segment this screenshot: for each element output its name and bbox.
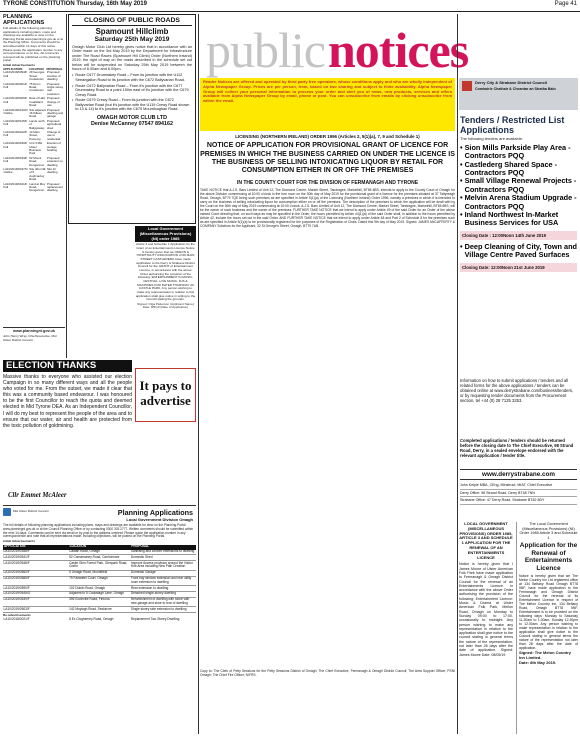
tender-contact-line: Strabane Office: 47 Derry Road, Strabane BT82 8DY — [460, 497, 577, 505]
bullet-icon: • — [72, 98, 74, 103]
table-cell: Single storey side extension to dwelling — [130, 606, 187, 611]
event-date: Saturday 25th May 2019 — [94, 36, 170, 43]
liquor-licence-title: NOTICE OF APPLICATION FOR PROVISIONAL GRANT OF LICENCE FOR PREMISES IN WHICH THE BUSINESS CARRIED ON UNDER THE LICENCE IS THE BUSINESS OF SELLING INTOXICATING LIQUOR BY RETAIL FOR CONSUMPTION EITHER IN OR OFF THE PREMISES — [200, 142, 455, 175]
divider — [3, 505, 196, 506]
column-divider — [457, 14, 458, 734]
table-cell: LA10/2019/0503/F — [3, 606, 30, 611]
route-text: Route C672 Ballyvarlan Road – From it's junction with the C677 Drumnakey Road to a point 150m east of it's junction with the C679 Crewy Road. — [75, 83, 189, 97]
table-cell: LA10/2019/0422/F Full — [3, 129, 28, 138]
tender-contact-line: John Kelpie MBA, CEng, MInstruct, MIAT, Chief Executive — [460, 482, 577, 490]
table-cell: LA10/2019/0433/F Full — [3, 155, 28, 164]
event-name: Spamount Hillclimb — [95, 27, 169, 36]
council-logo-icon — [462, 81, 472, 91]
licence-signed: Signed: Olga Patterson (Applicant Name) Date: 8/5/19 (Date of Application) — [137, 301, 194, 310]
masthead-notices: notices — [327, 22, 469, 78]
table-cell: Erection of storage building — [46, 141, 61, 152]
table-cell: LA10/2018/0021/F — [3, 617, 30, 622]
bullet-icon: • — [72, 83, 74, 88]
council-readvert-heading: Re-advertisements — [3, 613, 31, 618]
table-cell: 5 Omagh Road, Mountfield — [69, 570, 108, 575]
table-cell: Refurbishment of dwelling with stone with new garage and store to rear of dwelling — [130, 597, 190, 606]
renewal-body: Notice is hereby given that I James Moore of Ulster American Folk Park have made application to Fermanagh & Omagh District Council for the renewal of an Entertainments Licence in accordance with the above Order authorising the provision of the following: Entertainment Licence: Music & Drama at Ulster American Folk Park, Mellon Road, Omagh on Monday to Sunday 09:00 to 17:00, occasionally to midnight. Any person wishing to make any representation in relation to the application shall give notice to the council stating in general terms the nature of the representation, not later than 28 days after the date of application. Signed: James Moore Date: 08/05/19 — [459, 562, 513, 657]
table-row — [3, 97, 65, 108]
col-location: LOCATION — [69, 544, 87, 549]
header-rule — [0, 11, 580, 12]
table-row — [3, 130, 65, 141]
table-row — [3, 618, 196, 623]
derry-strabane-link[interactable]: www.derrystrabane.com — [460, 469, 577, 480]
page-number: Page 41 — [554, 1, 577, 7]
bullet-icon: • — [460, 159, 463, 169]
table-cell: Land at Moy Road, Dungannon — [29, 181, 46, 193]
table-row — [3, 142, 65, 157]
table-cell: 62 Mount Road, Dungannon — [29, 155, 45, 167]
table-cell: Proposed single storey rear extension — [46, 81, 64, 96]
councillor-signature: Cllr Emmet McAleer — [8, 492, 67, 499]
licence-body: Article 3 and Schedule 1 Application for the Grant of an Entertainments Licence Notice is hereby given that we ODEON & HOSPITALITY ASSOCIATION of 69 MAIN STREET CASTLEDERG have made application to the Derry & Strabane District Council for the GRANT of Entertainment Licence, in accordance with the above Order authorising the provision of the following: ENTERTAINMENT IN MUSIC, FESTIVAL, LIVE MUSIC, DJS & MACHINES FOR DATED THURSDAY 26 CASTLE PARK, Any person wishing to make any representation in relation to this application shall give notice in writing to the Council stating the grounds. — [135, 242, 196, 302]
planning-applications-notice — [3, 14, 65, 326]
entertainment-licence-notice — [135, 226, 196, 365]
table-cell: Improve Access provision around the Visitor Hub Area including New Path Creation — [130, 560, 193, 569]
table-cell: Cadian Road, Omagh — [69, 549, 100, 554]
road-closure-title: CLOSING OF PUBLIC ROADS — [72, 17, 192, 26]
table-cell: 75 Fairwater Court, Omagh — [69, 576, 108, 581]
tender-item-label: Castlederg Shared Space - Contractors PQQ — [464, 159, 558, 177]
liquor-licence-copy: Copy to: The Clerk of Petty Sessions for the Petty Sessions District of Omagh; The Chief Executive, Fermanagh & Omagh District Council; The Area Support Officer, PSNI Omagh; The Chief Fire Officer, NIFRS. — [200, 668, 455, 677]
table-cell: LA10/2019/0541/F — [3, 554, 30, 559]
planning-portal-link[interactable]: www.planningni.gov.uk — [13, 329, 55, 333]
page-header — [3, 1, 577, 7]
table-cell: Proposed erection of dwelling — [46, 70, 61, 82]
table-cell: Site 40m NE of 5 Aughnacloy Road — [29, 167, 46, 182]
council-crest-icon — [3, 508, 11, 516]
council-planning-notice — [3, 508, 196, 735]
bullet-icon: • — [460, 209, 463, 219]
table-cell: 29 Georges Street, Cookstown — [29, 70, 45, 82]
table-cell: Unit 3 Mid Ulster Business Park — [29, 141, 43, 156]
table-cell: LA10/2019/0406/F Full — [3, 96, 28, 104]
planning-intro: Full details of the following planning applications including plans, maps and drawings are available to view on the Planning Portal www.planningni.gov.uk or at the Planning Office. Comments should be submitted within 14 days of this notice. Please quote the application number in any correspondence or on line. All comments received will be published on the planning portal. — [3, 26, 64, 63]
col-application: APPLICATION — [4, 544, 26, 549]
tenders-title: Tenders / Restricted List Applications — [460, 115, 565, 135]
table-cell: Rear of Hall, Coalisland Road — [29, 96, 46, 108]
bullet-icon: • — [460, 176, 463, 186]
tenders-council-name: Derry City & Strabane District Council — [475, 80, 548, 85]
melon-country-inn-notice — [516, 522, 578, 734]
tenders-info: Information on how to submit applications / tenders and all related forms for the above applications / tenders can be obtained online at www.derrystrabane.com/business/tenders, or by requesting tender documents from the Procurement section, tel +44 (0) 28 7125 3253. — [460, 378, 574, 403]
tender-item-label: Deep Cleaning of City, Town and Village Centre Paved Surfaces — [464, 241, 577, 260]
table-cell: Domestic Shed — [130, 554, 153, 559]
planning-subheading: Initial Advertisements — [3, 62, 36, 67]
bullet-icon: • — [460, 193, 463, 203]
council-planning-intro: The full details of following planning applications including plans, maps and drawings are available for view on the Planning Portal www.planningni.gov.uk or at the Council Planning Office or by contacting 0300 303 2777. Written comments should be submitted within the next 14 days. Comments can be sent via email or by post to the address overleaf. Please quote the application number in any correspondence and note that all representations made, including objections, will be posted on the Planning Portal. — [3, 523, 194, 539]
tender-item-label: Small Village Renewal Projects - Contractors PQQ — [464, 176, 577, 194]
advertise-promo — [135, 368, 196, 422]
divider — [3, 327, 65, 328]
column-divider — [198, 14, 199, 734]
tenders-intro: The following tenders are available: — [460, 136, 523, 141]
table-cell: LA10/2019/0585/F — [3, 576, 30, 581]
council-planning-table — [3, 545, 196, 613]
table-cell: LA10/2019/0358/F — [3, 549, 30, 554]
tender-item[interactable] — [460, 144, 577, 161]
tenders-completed: Completed applications / tenders should be returned before the closing date to The Chief Executive, 98 Strand Road, Derry, in a sealed envelope endorsed with the relevant application / tender title. — [460, 438, 574, 458]
table-cell: 395 Eccleville Road, Fintona — [69, 597, 110, 602]
table-cell: Replacement Two Storey Dwelling — [130, 617, 180, 622]
table-row — [3, 119, 65, 130]
table-row — [3, 82, 65, 97]
table-cell: Proposed dwelling and garage — [46, 107, 64, 119]
table-cell: Rear extension to dwelling — [130, 585, 169, 590]
liquor-licence-notice — [200, 134, 455, 734]
table-cell: Proposed change of use — [46, 96, 60, 108]
road-closure-route — [72, 84, 192, 97]
table-cell: Site for dwelling — [46, 167, 58, 175]
tender-contact-line: Derry Office: 98 Strand Road, Derry BT48 7NN — [460, 490, 577, 498]
table-cell: LA10/2019/0415/F Full — [3, 118, 28, 127]
table-row — [3, 168, 65, 183]
table-cell: Castle Glen Forest Park, Glenpark Road, Gortin — [69, 560, 128, 569]
melon-body: Notice is hereby given that we The Melon Country Inn Ltd registered office at 134 Beltany Road Omagh BT78 5NF, have made application to the Fermanagh and Omagh District Council for the renewal of its Entertainment Licence in respect of The Melon Country Inn, 134 Beltany Road, Omagh BT78 5NF. Entertainment is to be provided on the following days: Monday to Saturday 11.30am to 1.00am, Sunday 12.30pm to 12.00am. Any person wishing to make representation in relation to the application shall give notice to the Council stating in general terms the nature of the representation not later than 28 days after the date of application. — [519, 574, 578, 651]
table-cell: LA10/2019/0437/O Outline — [3, 167, 28, 175]
table-row — [3, 561, 196, 571]
planning-footer: John Henry Wray, Chief Executive, Mid Ulster District Council — [3, 335, 57, 342]
table-cell: Domestic Garage — [130, 570, 156, 575]
table-row — [3, 156, 65, 167]
table-cell: Lands north of Ballygawley — [29, 118, 45, 130]
promo-line-1: It pays to — [139, 378, 192, 393]
table-cell: Proposed agricultural shed — [46, 118, 62, 130]
bullet-icon: • — [460, 142, 463, 152]
tender-item[interactable] — [460, 161, 577, 178]
masthead-public: public — [206, 22, 325, 78]
melon-title-1: The Local Government (Miscellaneous Provisions) (NI) Order 1985 Article 3 and Schedule 1 — [519, 522, 578, 540]
table-cell: 8 Ex Clogherney Road, Omagh — [69, 617, 114, 622]
tender-item-label: Sion Mills Parkside Play Area - Contractors PQQ — [464, 142, 571, 161]
election-body: Massive thanks to everyone who assisted our election Campaign in so many different ways and all the people who voted for me. From the outset, we made it clear that this was a community based endeavour. I was honoured to be the first Councillor to reach the quota and deemed elected in Mid Tyrone DEA. As an Independent Councillor, I will do my best to represent the people of the area and to ensure that our water, air and health are protected from the toxic pollution of goldmining. — [3, 374, 132, 429]
council-name: Mid Ulster District Council — [13, 509, 49, 514]
table-cell: Sanitising and concert extensions to dwelling — [130, 549, 195, 554]
tender-item-cleaning[interactable]: • Deep Cleaning of City, Town and Village Centre Paved Surfaces — [460, 241, 577, 260]
liquor-licence-header: LICENSING (NORTHERN IRELAND) ORDER 1996 (Articles 2, 5(1)(a), 7, 9 and Schedule 1) — [235, 134, 420, 139]
table-cell: LA10/2019/0410/O Outline — [3, 107, 28, 115]
council-planning-sub: Local Government Division Omagh — [126, 517, 193, 522]
table-cell: 14 Main Street, Pomeroy — [29, 129, 41, 141]
table-cell: LA10/2019/0590/F — [3, 585, 30, 590]
route-text: Route C679 Crewy Road – From its junction with the C672 Ballyvarlan Road (but it's junction with the U119 Crewy Road shown to 13 & 14) to it's junction with the C679 Mountloughan Road. — [75, 98, 190, 112]
header-left: TYRONE CONSTITUTION Thursday, 16th May 2019 — [3, 1, 147, 7]
table-cell: LA10/2019/0430/F Full — [3, 141, 28, 149]
route-text: Route C677 Drumnakey Road – From its junction with the U112 Seeangallon Road to its junction with the C672 Ballyvarlan Road. — [75, 73, 185, 82]
table-row — [3, 108, 65, 119]
table-cell: LA10/2019/0441/F Full — [3, 181, 28, 190]
table-cell: 102 Dublin Road, Omagh — [69, 585, 106, 590]
table-cell: Proposed extension to dwelling — [46, 155, 63, 167]
promo-line-2: advertise — [140, 393, 191, 408]
table-cell: 52 Carnamaney Road, Carrickmore — [69, 554, 120, 559]
col-proposal: PROPOSAL — [131, 544, 150, 549]
table-cell: 142 Moylagh Road, Seskinore — [69, 606, 112, 611]
public-notices-masthead — [206, 14, 469, 78]
table-cell: Proposed replacement dwelling — [46, 181, 63, 193]
tender-item[interactable] — [460, 194, 577, 211]
table-cell: LA10/2019/0545/O — [3, 591, 31, 596]
table-row — [3, 182, 65, 193]
table-row — [3, 71, 65, 82]
election-title: ELECTION THANKS — [3, 360, 132, 372]
planning-table — [3, 68, 65, 194]
table-cell: Adjacent to 5 Cookstagh Lane, Omagh — [69, 591, 125, 596]
tenders-notice — [460, 115, 577, 375]
tenders-logo-banner — [459, 78, 578, 110]
table-cell: 75 Drum Road, Cookstown — [29, 81, 44, 93]
table-cell: Change of use to residential — [46, 129, 61, 141]
table-row — [3, 576, 196, 586]
road-closure-route — [72, 73, 192, 82]
planning-title: PLANNING APPLICATIONS — [3, 14, 45, 26]
tenders-closing-1: Closing Date : 12:00Noon 14th June 2019 — [460, 231, 577, 240]
tenders-contacts — [460, 482, 577, 518]
renewal-title: LOCAL GOVERNMENT (MISCELLANEOUS PROVISIONS) ORDER 1985, ARTICLE 3 AND SCHEDULE 1 APPLICATION FOR THE RENEWAL OF AN ENTERTAINMENTS LICENCE — [459, 522, 513, 560]
council-readvert-table — [3, 618, 196, 623]
table-cell: LA10/2019/0548/F — [3, 560, 30, 565]
bullet-icon: • — [72, 73, 74, 78]
table-cell: Site adjacent 16 Killeen Road — [29, 107, 46, 119]
col-proposal: PROPOSAL — [46, 66, 63, 71]
council-planning-subheading: Initial Advertisements — [3, 539, 36, 544]
organiser-contact: Denise McCanney 07547 894162 — [90, 120, 174, 127]
council-planning-title: Planning Applications — [117, 508, 193, 517]
melon-signed: Signed: The Melon Country Inn Limited. — [519, 650, 571, 661]
tenders-closing-2: Closing Date: 12:00Noon 21st June 2019 — [460, 263, 577, 272]
melon-title-2: Application for the Renewal of Entertainments Licence — [519, 542, 578, 572]
col-application: APPLICATION — [3, 66, 23, 71]
entertainment-renewal-notice — [459, 522, 513, 734]
table-cell: LA10/2019/0560/F — [3, 570, 30, 575]
table-row — [3, 597, 196, 607]
table-cell: Detached single-storey dwelling — [130, 591, 176, 596]
tender-item-label: Melvin Arena Stadium Upgrade - Contractors PQQ — [464, 193, 577, 211]
tender-item[interactable] — [460, 211, 577, 228]
melon-date: Date: 8th May 2019. — [519, 659, 557, 665]
table-cell: LA10/2019/0394/F Full — [3, 70, 28, 78]
tender-item-label: Inland Northwest In-Market Business Services for USA — [464, 209, 559, 228]
road-closure-route — [72, 98, 192, 111]
liquor-licence-body: TAKE NOTICE that A.J.S. Bars Limited of Unit 12, The Diamond Centre, Market Street, Tandragee, Markethill, BT65 6BS, intends to apply to the County Court of Omagh for the above Division commencing at 10:00 o'clock in the fore noon on the 30th day of May 2019 for the provisional grant of a licence for the premises situated at 37 Tattyreagh Road, Omagh, BT79 7QE being such premises as are specified in Article 5(1)(a) of the Licensing (Northern Ireland) Order 1996, namely a premises in which it is intended to carry on the business of selling intoxicating liquor for consumption either on or off the premises. The description of the premises to which the application will be dealt with by the Court on the 30th day of May 2019 commencing at 10:00 o'clock. A.J.S. Bars Limited of Unit 12, The Diamond Centre, Market Street, Tandragee, Markethill, BT65 6BS, will be the owner of such business and the owner of the premises. FURTHER TAKE NOTICE that we intend to apply under Article 49 of the said Order for an Order of the above named Court directing that, on such days as may be specified in the Order, the hours permitted by Article 44(1)(a) of the said Order shall, in addition to the hours permitted by Article 42, include the hours set out in the said Order. AND FURTHER TAKE NOTICE that we intend to apply under Article 48 and Part 2 of Schedule 8 for the premises such as are specified in Article 5(1)(a) to be provisionally registered for the purposes of the Registration of Clubs. Dated this 9th day of May 2019. Signed: JAMES McCAFFERTY & COMPANY Solicitors for the Applicant, 32 St George's Street, Omagh, BT79 7AB. — [200, 187, 455, 229]
tender-item[interactable] — [460, 177, 577, 194]
table-cell: LA10/2019/0539/F — [3, 597, 30, 602]
column-divider — [66, 14, 67, 358]
organiser-name: OMAGH MOTOR CLUB LTD — [96, 114, 168, 121]
road-closure-body: Omagh Motor Club Ltd hereby gives notice that in accordance with an Order made on the 3rd May 2019 by the Department for Infrastructure under The Road Races (Spamount Hill Climb) Order (Northern Ireland) 2019, the right of way on the roads described in the schedule set out below will be suspended on Saturday 25th May 2019 between the hours of 8.00am and 6.00pm. — [72, 45, 192, 72]
tenders-council-irish: Comhairle Chathair & Cheantar an Stratha Báin — [475, 86, 556, 91]
reader-terms-text: Reader Notices are offered and operated by third party free operators, whose conditions apply and who are wholly independent of Alpha Newspaper Group. Prices are per person, from, based on two sharing and subject to finite availability. Alpha Newspaper Group will collect your personal information to process your order and alert you of news, new products, services and offers available from Alpha Newspaper Group by email, phone or post. You can unsubscribe from emails by clicking unsubscribe from within the email. — [203, 79, 452, 104]
table-cell: LA10/2019/0401/F Full — [3, 81, 28, 90]
court-division: IN THE COUNTY COURT FOR THE DIVISION OF FERMANAGH AND TYRONE — [236, 179, 419, 186]
council-logo — [3, 508, 55, 516]
licence-heading: Local Government (Miscellaneous Provisions) (NI) order 1985 — [135, 226, 196, 242]
table-cell: Front bay window extension and rear utility room extension to dwelling — [130, 576, 192, 584]
reader-terms-notice — [200, 78, 455, 131]
table-row — [3, 607, 196, 613]
road-closure-notice — [68, 14, 196, 224]
col-location: LOCATION — [28, 66, 44, 71]
